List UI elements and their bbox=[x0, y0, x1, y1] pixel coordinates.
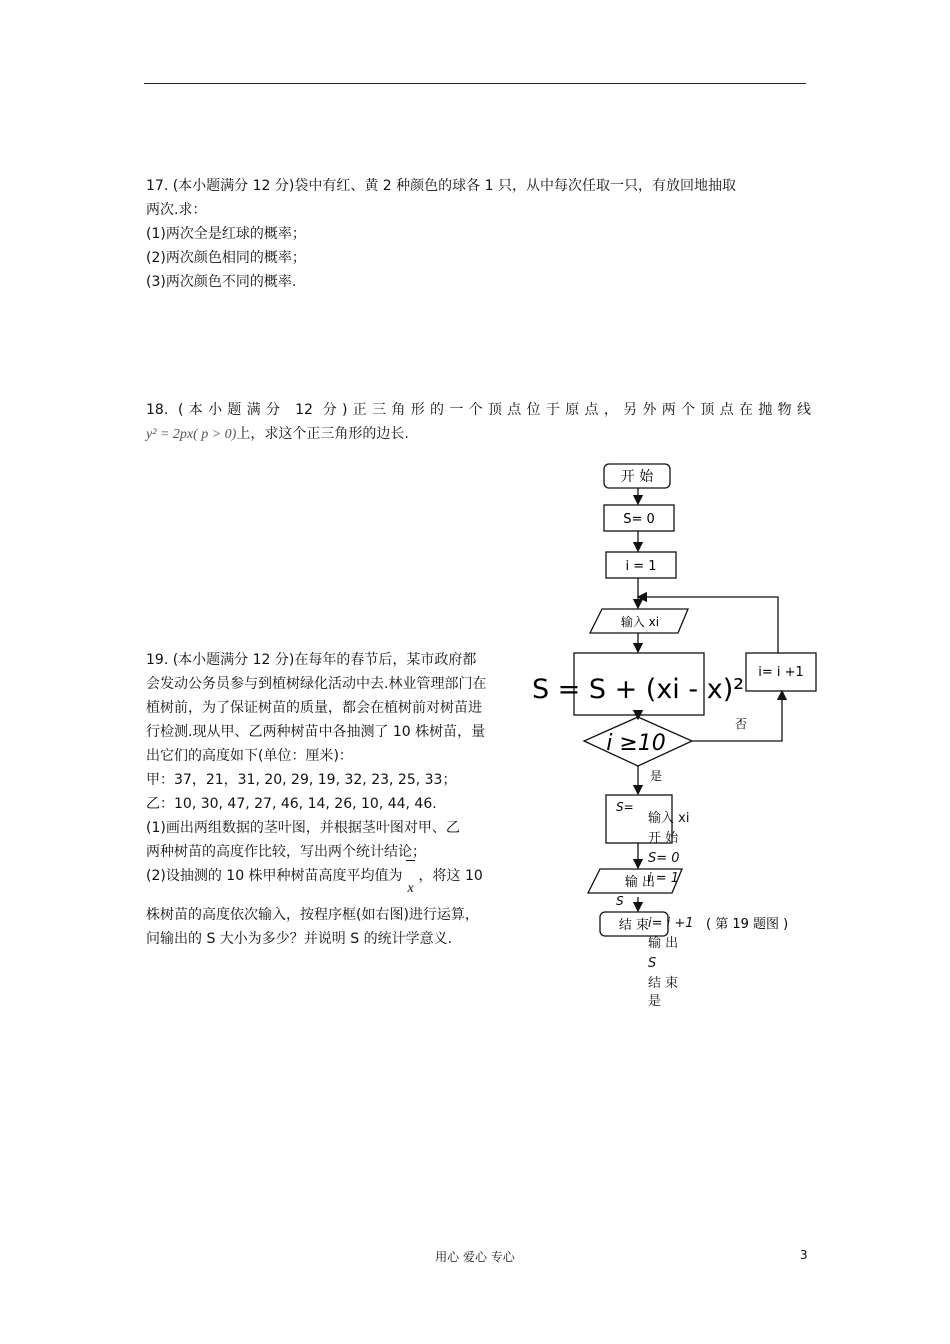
q19-line: 甲：37，21，31, 20, 29, 19, 32, 23, 25, 33； bbox=[146, 772, 457, 788]
q17-line: 17. (本小题满分 12 分)袋中有红、黄 2 种颜色的球各 1 只，从中每次任取一只，有放回地抽取 bbox=[146, 178, 736, 194]
question-19 bbox=[146, 648, 556, 951]
increment-label: i= i +1 bbox=[758, 665, 804, 680]
q19-line: 植树前，为了保证树苗的质量，都会在植树前对树苗进 bbox=[146, 700, 482, 716]
output-box-label: S= bbox=[616, 800, 634, 814]
yes-label: 是 bbox=[650, 769, 663, 783]
header-rule bbox=[144, 83, 806, 84]
q18-formula: y² = 2px( p > 0) bbox=[146, 427, 237, 442]
stray-text: 是 bbox=[648, 994, 662, 1009]
q17-line: (3)两次颜色不同的概率. bbox=[146, 274, 297, 290]
q19-line: 株树苗的高度依次输入，按程序框(如右图)进行运算， bbox=[146, 907, 479, 923]
stray-text: 输 出 bbox=[648, 936, 679, 951]
figure-caption: ( 第 19 题图 ) bbox=[706, 917, 789, 932]
q17-line: 两次.求： bbox=[146, 202, 207, 218]
output-var: S bbox=[616, 894, 624, 908]
q19-line: 出它们的高度如下(单位：厘米)： bbox=[146, 748, 353, 764]
q18-line1: 18. (本小题满分 12 分)正三角形的一个顶点位于原点，另外两个顶点在抛物线 bbox=[146, 402, 811, 418]
stray-text: i= i +1 bbox=[648, 916, 694, 931]
q19-mean-line bbox=[146, 864, 556, 896]
output-label: 输 出 bbox=[624, 875, 656, 890]
stray-text: 开 始 bbox=[648, 831, 679, 846]
q19-line: 问输出的 S 大小为多少？并说明 S 的统计学意义. bbox=[146, 931, 453, 947]
init-s-label: S= 0 bbox=[623, 512, 655, 527]
q19-line: (1)画出两组数据的茎叶图，并根据茎叶图对甲、乙 bbox=[146, 820, 460, 836]
init-i-label: i = 1 bbox=[625, 559, 657, 574]
stray-text: 输入 xi bbox=[648, 811, 690, 826]
q19-mean-text: (2)设抽测的 10 株甲种树苗高度平均值为 bbox=[146, 868, 403, 884]
update-formula: S = S + (xi - x)² bbox=[531, 674, 745, 705]
no-label: 否 bbox=[735, 717, 748, 731]
page-number: 3 bbox=[800, 1248, 808, 1262]
q19-line: 两种树苗的高度作比较，写出两个统计结论； bbox=[146, 844, 426, 860]
question-17 bbox=[146, 174, 811, 294]
stray-text: S= 0 bbox=[648, 851, 680, 866]
q19-line: 乙：10, 30, 47, 27, 46, 14, 26, 10, 44, 46. bbox=[146, 796, 437, 812]
condition-label: i ≥10 bbox=[606, 731, 666, 756]
stray-text: i = 1 bbox=[648, 871, 680, 886]
stray-text: S bbox=[648, 956, 657, 971]
q17-line: (1)两次全是红球的概率； bbox=[146, 226, 306, 242]
question-18 bbox=[146, 398, 811, 447]
footer-text: 用心 爱心 专心 bbox=[435, 1250, 515, 1264]
start-label: 开 始 bbox=[620, 469, 654, 485]
end-label: 结 束 bbox=[618, 918, 650, 933]
flowchart bbox=[531, 455, 850, 945]
q19-mean-text-tail: ，将这 10 bbox=[418, 868, 483, 884]
q19-line: 行检测.现从甲、乙两种树苗中各抽测了 10 株树苗，量 bbox=[146, 724, 486, 740]
q19-line: 会发动公务员参与到植树绿化活动中去.林业管理部门在 bbox=[146, 676, 487, 692]
q17-line: (2)两次颜色相同的概率； bbox=[146, 250, 306, 266]
mean-symbol: x bbox=[403, 864, 419, 889]
q19-line: 19. (本小题满分 12 分)在每年的春节后，某市政府都 bbox=[146, 652, 477, 668]
stray-text: 结 束 bbox=[648, 976, 679, 991]
q18-line2: 上，求这个正三角形的边长. bbox=[236, 426, 409, 442]
input-label: 输入 xi bbox=[620, 615, 660, 629]
